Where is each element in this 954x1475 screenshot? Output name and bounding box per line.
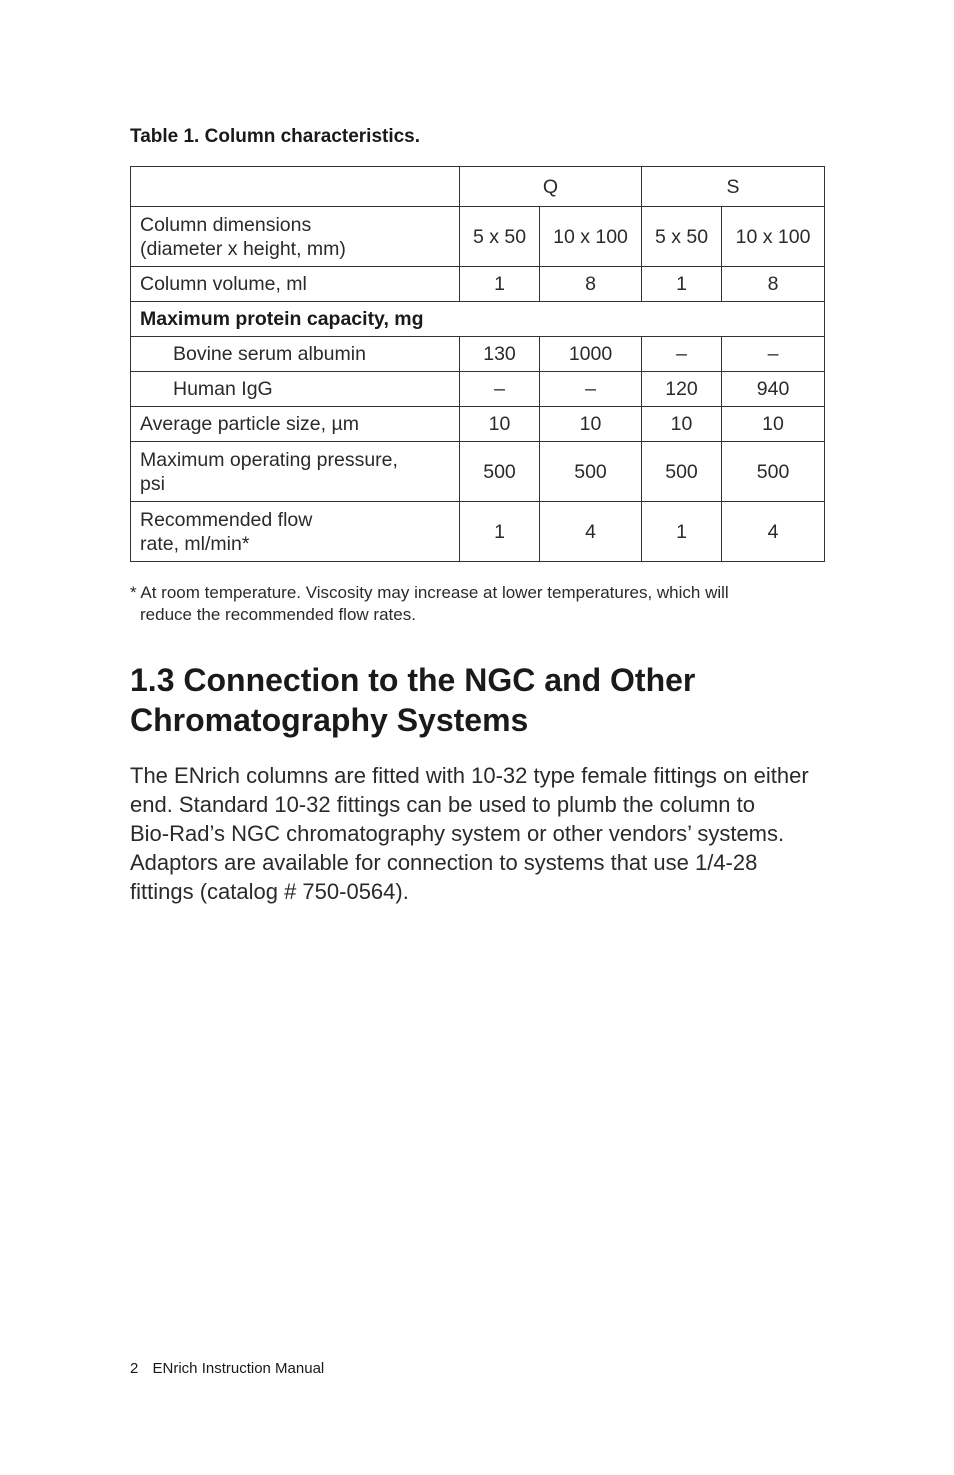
body-paragraph (130, 761, 830, 906)
row-label-pressure (131, 442, 460, 502)
paragraph-line: fittings (catalog # 750-0564). (130, 879, 409, 904)
table-cell: 500 (460, 442, 540, 502)
table-cell: 130 (460, 337, 540, 372)
table-cell: 940 (722, 372, 825, 407)
table-caption: Table 1. Column characteristics. (130, 126, 421, 147)
table-row (131, 207, 825, 267)
table-row (131, 267, 825, 302)
paragraph-line: end. Standard 10-32 fittings can be used to plumb the column to (130, 792, 755, 817)
page-number: 2 (130, 1360, 139, 1377)
row-label-bsa: Bovine serum albumin (131, 337, 460, 372)
row-label-line: Column dimensions (140, 213, 312, 236)
footnote-line: reduce the recommended flow rates. (140, 605, 416, 624)
footnote-line: * At room temperature. Viscosity may increase at lower temperatures, which will (130, 583, 729, 602)
table-cell: 5 x 50 (460, 207, 540, 267)
row-label-line: rate, ml/min* (140, 532, 250, 555)
paragraph-line: Bio-Rad’s NGC chromatography system or other vendors’ systems. (130, 821, 785, 846)
row-label-line: Recommended flow (140, 508, 313, 531)
table-footnote (130, 582, 810, 626)
table-cell: 10 (540, 407, 642, 442)
table-cell: 5 x 50 (642, 207, 722, 267)
table-row (131, 442, 825, 502)
table-cell: 1 (642, 267, 722, 302)
table-cell: – (460, 372, 540, 407)
table-cell: 10 (642, 407, 722, 442)
section-label-capacity: Maximum protein capacity, mg (131, 302, 825, 337)
table-cell: 4 (540, 502, 642, 562)
row-label-particle-size: Average particle size, µm (131, 407, 460, 442)
table-cell: – (642, 337, 722, 372)
manual-title: ENrich Instruction Manual (152, 1360, 325, 1377)
table-row (131, 502, 825, 562)
table-header-row (131, 167, 825, 207)
table-cell: 1000 (540, 337, 642, 372)
table-cell: 10 (722, 407, 825, 442)
table-cell: 500 (642, 442, 722, 502)
header-group-s: S (642, 167, 825, 207)
table-cell: 1 (460, 267, 540, 302)
table-cell: 8 (540, 267, 642, 302)
row-label-line: psi (140, 472, 165, 495)
row-label-igg: Human IgG (131, 372, 460, 407)
row-label-dimensions (131, 207, 460, 267)
paragraph-line: Adaptors are available for connection to systems that use 1/4-28 (130, 850, 758, 875)
table-cell: 10 x 100 (722, 207, 825, 267)
table-cell: 10 (460, 407, 540, 442)
heading-line: Chromatography Systems (130, 702, 529, 738)
table-cell: 4 (722, 502, 825, 562)
table-cell: 1 (460, 502, 540, 562)
table-cell: 500 (722, 442, 825, 502)
table-row (131, 372, 825, 407)
row-label-flow-rate (131, 502, 460, 562)
header-empty-cell (131, 167, 460, 207)
table-cell: 10 x 100 (540, 207, 642, 267)
row-label-line: (diameter x height, mm) (140, 237, 346, 260)
table-row (131, 337, 825, 372)
table-cell: 1 (642, 502, 722, 562)
table-cell: – (722, 337, 825, 372)
table-cell: – (540, 372, 642, 407)
table-section-row (131, 302, 825, 337)
table-row (131, 407, 825, 442)
table-cell: 500 (540, 442, 642, 502)
section-heading (130, 660, 850, 740)
row-label-line: Maximum operating pressure, (140, 448, 398, 471)
paragraph-line: The ENrich columns are fitted with 10-32 type female fittings on either (130, 763, 809, 788)
header-group-q: Q (460, 167, 642, 207)
table-cell: 8 (722, 267, 825, 302)
table-cell: 120 (642, 372, 722, 407)
heading-line: 1.3 Connection to the NGC and Other (130, 662, 696, 698)
column-characteristics-table (130, 166, 825, 562)
row-label-volume: Column volume, ml (131, 267, 460, 302)
page-footer (130, 1360, 324, 1377)
